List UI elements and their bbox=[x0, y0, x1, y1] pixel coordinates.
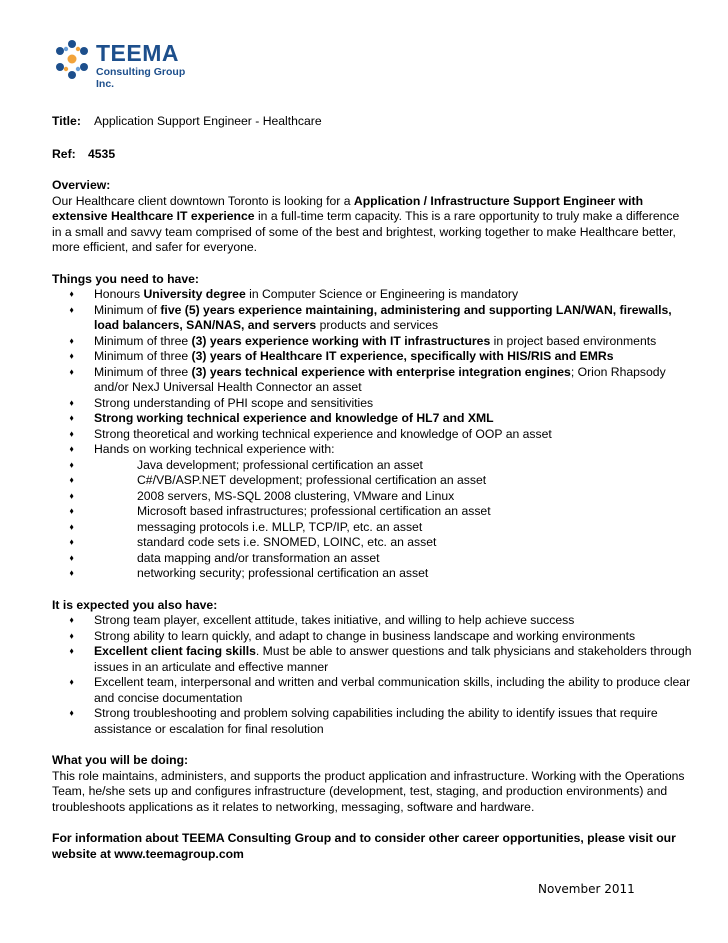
closing-text: For information about TEEMA Consulting Group and to consider other career opportunities, please visit our website at www.teemagroup.com bbox=[52, 831, 676, 861]
list-item: ◆ Strong ability to learn quickly, and adapt to change in business landscape and working environments bbox=[52, 629, 692, 645]
sub-list-item: ◆ 2008 servers, MS-SQL 2008 clustering, VMware and Linux bbox=[52, 489, 692, 505]
overview-text-bold: Application / Infrastructure Support Engineer with extensive Healthcare IT experience bbox=[52, 193, 644, 223]
logo-name: TEEMA bbox=[96, 40, 179, 66]
logo-subtitle: Consulting Group Inc. bbox=[96, 66, 186, 90]
teema-logo-icon bbox=[52, 38, 92, 82]
overview-text-part: Our Healthcare client downtown Toronto is looking for a bbox=[52, 193, 354, 208]
ref-label: Ref: bbox=[52, 146, 76, 161]
need-heading: Things you need to have: bbox=[52, 271, 199, 286]
sub-list-item: ◆ messaging protocols i.e. MLLP, TCP/IP, etc. an asset bbox=[52, 520, 692, 536]
list-item: ◆ Minimum of five (5) years experience maintaining, administering and supporting LAN/WAN, firewalls, load balancers, SAN/NAS, and servers products and services bbox=[52, 303, 692, 334]
list-item: ◆ Strong theoretical and working technical experience and knowledge of OOP an asset bbox=[52, 427, 692, 443]
expected-list bbox=[52, 613, 692, 737]
list-item: ◆ Minimum of three (3) years of Healthcare IT experience, specifically with HIS/RIS and EMRs bbox=[52, 349, 692, 365]
list-item: ◆ Strong team player, excellent attitude, takes initiative, and willing to help achieve success bbox=[52, 613, 692, 629]
ref-value: 4535 bbox=[88, 146, 116, 161]
sub-list-item: ◆ C#/VB/ASP.NET development; professional certification an asset bbox=[52, 473, 692, 489]
doing-heading: What you will be doing: bbox=[52, 753, 189, 767]
doing-text: This role maintains, administers, and supports the product application and infrastructure. Working with the Operations Team, he/she sets up and configures infrastructure (development, test, staging, and production environments) and troubleshoots applications as it relates to networking, messaging, software and hardware. bbox=[52, 768, 685, 814]
job-posting bbox=[52, 114, 692, 862]
sub-list-item: ◆ networking security; professional certification an asset bbox=[52, 566, 692, 582]
list-item: ◆ Strong understanding of PHI scope and sensitivities bbox=[52, 396, 692, 412]
title-label: Title: bbox=[52, 114, 81, 128]
list-item: ◆ Strong working technical experience and knowledge of HL7 and XML bbox=[52, 411, 692, 427]
sub-list-item: ◆ Microsoft based infrastructures; professional certification an asset bbox=[52, 504, 692, 520]
list-item: ◆ Minimum of three (3) years technical experience with enterprise integration engines; Orion Rhapsody and/or NexJ Universal Health Connector an asset bbox=[52, 365, 692, 396]
teema-logo bbox=[52, 38, 202, 90]
overview-text bbox=[52, 194, 692, 256]
job-title: Application Support Engineer - Healthcare bbox=[94, 114, 322, 128]
list-item: ◆ Hands on working technical experience with: bbox=[52, 442, 692, 458]
list-item: ◆ Honours University degree in Computer Science or Engineering is mandatory bbox=[52, 287, 692, 303]
sub-list-item: ◆ standard code sets i.e. SNOMED, LOINC, etc. an asset bbox=[52, 535, 692, 551]
list-item: ◆ Strong troubleshooting and problem solving capabilities including the ability to identify issues that require assistance or escalation for final resolution bbox=[52, 706, 692, 737]
sub-list-item: ◆ data mapping and/or transformation an asset bbox=[52, 551, 692, 567]
list-item: ◆ Excellent client facing skills. Must be able to answer questions and talk physicians and stakeholders through issues in an articulate and effective manner bbox=[52, 644, 692, 675]
expected-heading: It is expected you also have: bbox=[52, 597, 218, 612]
title-row bbox=[52, 114, 692, 130]
overview-heading: Overview: bbox=[52, 178, 111, 192]
ref-row bbox=[52, 147, 692, 163]
list-item: ◆ Excellent team, interpersonal and written and verbal communication skills, including the ability to produce clear and concise documentation bbox=[52, 675, 692, 706]
need-list bbox=[52, 287, 692, 582]
sub-list-item: ◆ Java development; professional certification an asset bbox=[52, 458, 692, 474]
overview-text-part: in a full-time term capacity. This is a rare opportunity to truly make a difference in a small and savvy team comprised of some of the best and brightest, working together to make Healthcare better, more efficient, and safer for everyone. bbox=[52, 209, 680, 254]
footer-date: November 2011 bbox=[538, 882, 635, 896]
list-item: ◆ Minimum of three (3) years experience working with IT infrastructures in project based environments bbox=[52, 334, 692, 350]
